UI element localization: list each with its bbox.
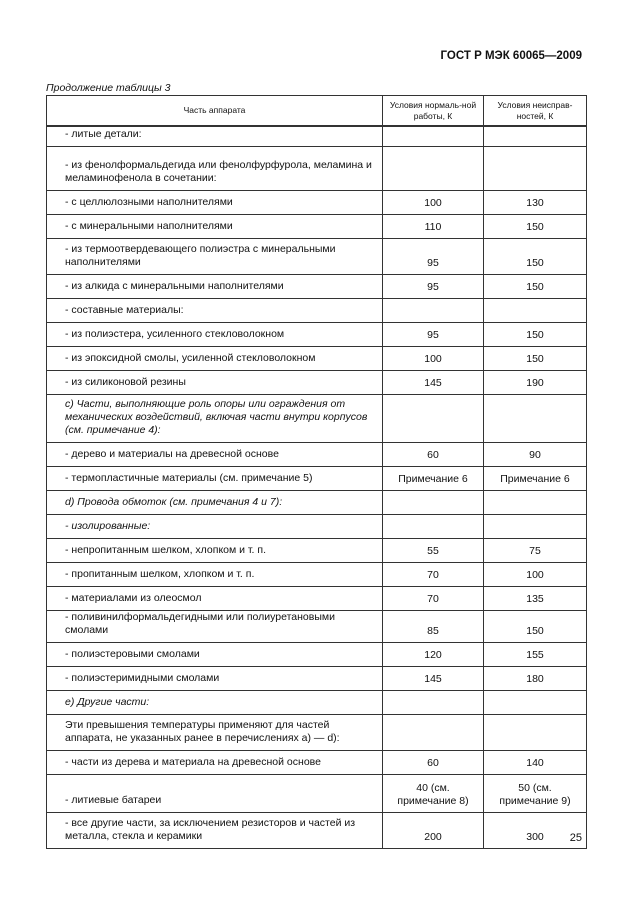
table-row	[47, 274, 587, 298]
row-part-label: c) Части, выполняющие роль опоры или ограждения от механических воздействий, включая части внутри корпусов (см. примечание 4):	[47, 394, 383, 442]
table-row	[47, 126, 587, 146]
row-part-label: - с целлюлозными наполнителями	[47, 190, 383, 214]
column-header-fault: Условия неисправ-ностей, К	[484, 96, 587, 127]
row-normal-value: 120	[383, 642, 484, 666]
row-fault-value	[484, 514, 587, 538]
table-row	[47, 394, 587, 442]
row-normal-value: 200	[383, 812, 484, 848]
row-normal-value: 40 (см. примечание 8)	[383, 774, 484, 812]
row-normal-value: Примечание 6	[383, 466, 484, 490]
row-part-label: - из термоотвердевающего полиэстра с минеральными наполнителями	[47, 238, 383, 274]
row-normal-value: 70	[383, 562, 484, 586]
table-row	[47, 214, 587, 238]
row-part-label: - литиевые батареи	[47, 774, 383, 812]
row-part-label: - составные материалы:	[47, 298, 383, 322]
row-part-label: e) Другие части:	[47, 690, 383, 714]
table-row	[47, 190, 587, 214]
table-row	[47, 586, 587, 610]
row-fault-value: 300	[484, 812, 587, 848]
table-row	[47, 538, 587, 562]
table-row	[47, 774, 587, 812]
row-fault-value: 150	[484, 322, 587, 346]
row-normal-value: 95	[383, 274, 484, 298]
row-fault-value: 100	[484, 562, 587, 586]
row-normal-value: 110	[383, 214, 484, 238]
table-row	[47, 238, 587, 274]
table-row	[47, 490, 587, 514]
table-row	[47, 514, 587, 538]
row-fault-value: 150	[484, 346, 587, 370]
row-fault-value	[484, 714, 587, 750]
table-header-row	[47, 96, 587, 127]
row-part-label: - изолированные:	[47, 514, 383, 538]
row-part-label: - термопластичные материалы (см. примечание 5)	[47, 466, 383, 490]
row-fault-value: 135	[484, 586, 587, 610]
row-normal-value	[383, 490, 484, 514]
row-part-label: - из полиэстера, усиленного стекловолокном	[47, 322, 383, 346]
row-fault-value: 150	[484, 238, 587, 274]
row-part-label: - материалами из олеосмол	[47, 586, 383, 610]
row-part-label: - полиэстеримидными смолами	[47, 666, 383, 690]
row-fault-value	[484, 394, 587, 442]
temperature-rise-table	[46, 95, 587, 849]
table-row	[47, 370, 587, 394]
row-normal-value	[383, 714, 484, 750]
row-normal-value: 60	[383, 750, 484, 774]
table-row	[47, 714, 587, 750]
row-part-label: - из алкида с минеральными наполнителями	[47, 274, 383, 298]
row-part-label: - из эпоксидной смолы, усиленной стекловолокном	[47, 346, 383, 370]
page-number: 25	[569, 832, 582, 844]
table-row	[47, 642, 587, 666]
table-row	[47, 690, 587, 714]
row-part-label: - с минеральными наполнителями	[47, 214, 383, 238]
row-fault-value	[484, 490, 587, 514]
row-part-label: - поливинилформальдегидными или полиуретановыми смолами	[47, 610, 383, 642]
row-normal-value	[383, 514, 484, 538]
table-row	[47, 610, 587, 642]
table-row	[47, 146, 587, 190]
table-row	[47, 750, 587, 774]
row-part-label: - дерево и материалы на древесной основе	[47, 442, 383, 466]
row-part-label: Эти превышения температуры применяют для частей аппарата, не указанных ранее в перечислениях a) — d):	[47, 714, 383, 750]
row-part-label: - из силиконовой резины	[47, 370, 383, 394]
table-caption: Продолжение таблицы 3	[46, 82, 171, 94]
row-fault-value	[484, 690, 587, 714]
table-row	[47, 298, 587, 322]
table-row	[47, 466, 587, 490]
row-normal-value: 100	[383, 346, 484, 370]
row-normal-value: 70	[383, 586, 484, 610]
row-normal-value: 60	[383, 442, 484, 466]
row-normal-value: 55	[383, 538, 484, 562]
row-part-label: - полиэстеровыми смолами	[47, 642, 383, 666]
row-fault-value: 130	[484, 190, 587, 214]
row-part-label: - все другие части, за исключением резисторов и частей из металла, стекла и керамики	[47, 812, 383, 848]
table-row	[47, 322, 587, 346]
row-fault-value	[484, 298, 587, 322]
row-fault-value: 155	[484, 642, 587, 666]
row-normal-value: 145	[383, 666, 484, 690]
row-fault-value: 75	[484, 538, 587, 562]
column-header-normal: Условия нормаль-ной работы, К	[383, 96, 484, 127]
row-normal-value: 100	[383, 190, 484, 214]
row-normal-value: 85	[383, 610, 484, 642]
row-normal-value: 145	[383, 370, 484, 394]
row-part-label: - непропитанным шелком, хлопком и т. п.	[47, 538, 383, 562]
row-fault-value: 50 (см. примечание 9)	[484, 774, 587, 812]
row-fault-value: 150	[484, 274, 587, 298]
row-normal-value	[383, 146, 484, 190]
row-fault-value: 140	[484, 750, 587, 774]
table-row	[47, 346, 587, 370]
row-part-label: - части из дерева и материала на древесной основе	[47, 750, 383, 774]
row-part-label: - литые детали:	[47, 126, 383, 146]
row-part-label: - пропитанным шелком, хлопком и т. п.	[47, 562, 383, 586]
row-normal-value	[383, 298, 484, 322]
column-header-part: Часть аппарата	[47, 96, 383, 127]
row-fault-value: 190	[484, 370, 587, 394]
row-fault-value: 180	[484, 666, 587, 690]
document-id: ГОСТ Р МЭК 60065—2009	[440, 50, 582, 62]
row-normal-value: 95	[383, 238, 484, 274]
row-part-label: d) Провода обмоток (см. примечания 4 и 7):	[47, 490, 383, 514]
row-fault-value: 90	[484, 442, 587, 466]
row-normal-value	[383, 690, 484, 714]
row-normal-value: 95	[383, 322, 484, 346]
row-normal-value	[383, 394, 484, 442]
row-fault-value	[484, 126, 587, 146]
row-part-label: - из фенолформальдегида или фенолфурфурола, меламина и меламинофенола в сочетании:	[47, 146, 383, 190]
row-fault-value: 150	[484, 214, 587, 238]
row-fault-value	[484, 146, 587, 190]
table-row	[47, 666, 587, 690]
row-fault-value: Примечание 6	[484, 466, 587, 490]
row-fault-value: 150	[484, 610, 587, 642]
table-row	[47, 812, 587, 848]
row-normal-value	[383, 126, 484, 146]
table-row	[47, 442, 587, 466]
table-row	[47, 562, 587, 586]
